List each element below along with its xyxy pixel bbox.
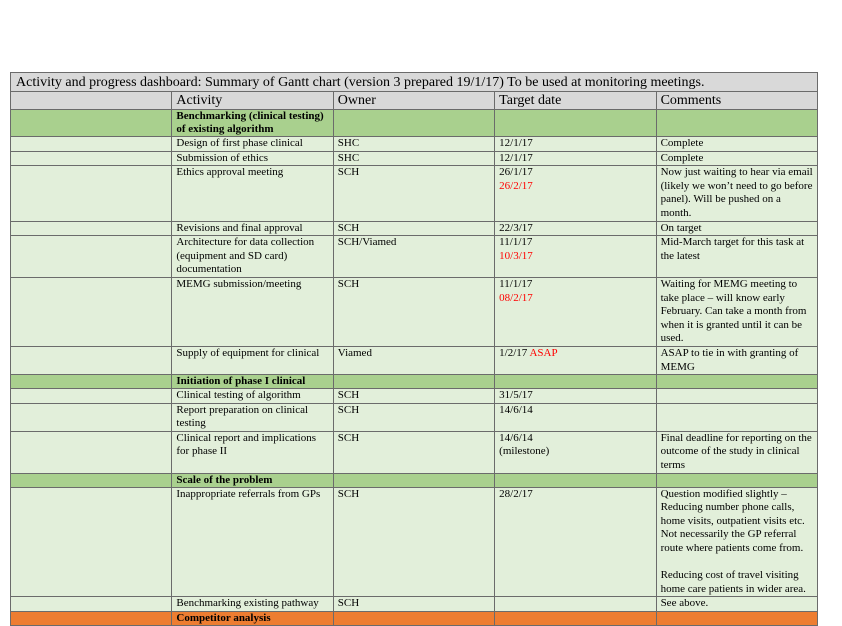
activity-cell: Ethics approval meeting xyxy=(172,166,333,221)
table-row xyxy=(11,166,818,221)
section-title: Scale of the problem xyxy=(172,473,333,487)
target-date: 14/6/14 xyxy=(499,431,533,444)
owner-cell: SCH xyxy=(333,487,494,597)
target-cell xyxy=(495,431,656,473)
comment-cell: ASAP to tie in with granting of MEMG xyxy=(656,346,817,374)
owner-cell: SHC xyxy=(333,151,494,166)
table-row xyxy=(11,236,818,278)
target-cell: 14/6/14 xyxy=(495,403,656,431)
comment-cell: Mid-March target for this task at the latest xyxy=(656,236,817,278)
table-row xyxy=(11,403,818,431)
activity-cell: Design of first phase clinical xyxy=(172,137,333,152)
activity-cell: Benchmarking existing pathway xyxy=(172,597,333,612)
owner-cell: SCH xyxy=(333,431,494,473)
comment-cell: Complete xyxy=(656,151,817,166)
activity-cell: Clinical report and implications for phase II xyxy=(172,431,333,473)
table-row xyxy=(11,431,818,473)
header-row xyxy=(11,92,818,110)
section-title: Benchmarking (clinical testing) of existing algorithm xyxy=(172,110,333,137)
target-cell: 12/1/17 xyxy=(495,137,656,152)
owner-cell: SCH xyxy=(333,403,494,431)
dashboard-title: Activity and progress dashboard: Summary of Gantt chart (version 3 prepared 19/1/17) To be used at monitoring meetings. xyxy=(11,73,818,92)
target-cell xyxy=(495,346,656,374)
section-row-scale xyxy=(11,473,818,487)
owner-cell: SCH xyxy=(333,166,494,221)
comment-cell: Final deadline for reporting on the outcome of the study in clinical terms xyxy=(656,431,817,473)
target-date: 11/1/17 xyxy=(499,277,533,290)
table-row xyxy=(11,389,818,404)
activity-cell: Clinical testing of algorithm xyxy=(172,389,333,404)
owner-cell: SCH xyxy=(333,221,494,236)
header-margin-cell xyxy=(11,92,172,110)
table-row xyxy=(11,137,818,152)
header-owner: Owner xyxy=(333,92,494,110)
target-cell: 31/5/17 xyxy=(495,389,656,404)
section-title: Initiation of phase I clinical xyxy=(172,375,333,389)
target-cell xyxy=(495,597,656,612)
activity-cell: Report preparation on clinical testing xyxy=(172,403,333,431)
table-row xyxy=(11,346,818,374)
header-activity: Activity xyxy=(172,92,333,110)
header-target-date: Target date xyxy=(495,92,656,110)
comment-cell xyxy=(656,389,817,404)
target-cell: 28/2/17 xyxy=(495,487,656,597)
comment-extra-text: Reducing cost of travel visiting home care patients in wider area. xyxy=(660,569,806,595)
revised-target-date: 08/2/17 xyxy=(499,291,533,304)
activity-cell: Submission of ethics xyxy=(172,151,333,166)
comment-cell: Complete xyxy=(656,137,817,152)
revised-target-date: 26/2/17 xyxy=(499,179,533,192)
comment-cell: Now just waiting to hear via email (likely we won’t need to go before panel). Will be pushed on a month. xyxy=(656,166,817,221)
target-cell: 12/1/17 xyxy=(495,151,656,166)
target-cell: 22/3/17 xyxy=(495,221,656,236)
milestone-note: (milestone) xyxy=(499,445,550,458)
table-row xyxy=(11,151,818,166)
section-row-phase1 xyxy=(11,375,818,389)
target-cell xyxy=(495,277,656,346)
table-row xyxy=(11,277,818,346)
owner-cell: SCH xyxy=(333,389,494,404)
table-row xyxy=(11,487,818,597)
owner-cell: SCH xyxy=(333,597,494,612)
comment-cell: See above. xyxy=(656,597,817,612)
table-row xyxy=(11,221,818,236)
section-title: Competitor analysis xyxy=(172,612,333,626)
activity-cell: MEMG submission/meeting xyxy=(172,277,333,346)
target-date: 1/2/17 xyxy=(499,346,528,359)
activity-cell: Revisions and final approval xyxy=(172,221,333,236)
target-date: 26/1/17 xyxy=(499,166,533,179)
gantt-dashboard-table xyxy=(10,72,818,626)
table-row xyxy=(11,597,818,612)
comment-cell xyxy=(656,487,817,597)
comment-cell: On target xyxy=(656,221,817,236)
target-date: 11/1/17 xyxy=(499,236,533,249)
owner-cell: SHC xyxy=(333,137,494,152)
section-row-benchmarking xyxy=(11,110,818,137)
target-cell xyxy=(495,236,656,278)
comment-cell xyxy=(656,403,817,431)
owner-cell: SCH/Viamed xyxy=(333,236,494,278)
title-row xyxy=(11,73,818,92)
owner-cell: SCH xyxy=(333,277,494,346)
comment-cell: Waiting for MEMG meeting to take place – will know early February. Can take a month from when it is granted until it can be used. xyxy=(656,277,817,346)
activity-cell: Architecture for data collection (equipment and SD card) documentation xyxy=(172,236,333,278)
header-comments: Comments xyxy=(656,92,817,110)
activity-cell: Supply of equipment for clinical xyxy=(172,346,333,374)
revised-target-date: 10/3/17 xyxy=(499,249,533,262)
asap-flag: ASAP xyxy=(529,346,558,359)
owner-cell: Viamed xyxy=(333,346,494,374)
comment-text: Question modified slightly – Reducing number phone calls, home visits, outpatient visits etc. Not necessarily the GP referral route where patients come from. xyxy=(660,487,805,555)
section-row-competitor xyxy=(11,612,818,626)
target-cell xyxy=(495,166,656,221)
activity-cell: Inappropriate referrals from GPs xyxy=(172,487,333,597)
